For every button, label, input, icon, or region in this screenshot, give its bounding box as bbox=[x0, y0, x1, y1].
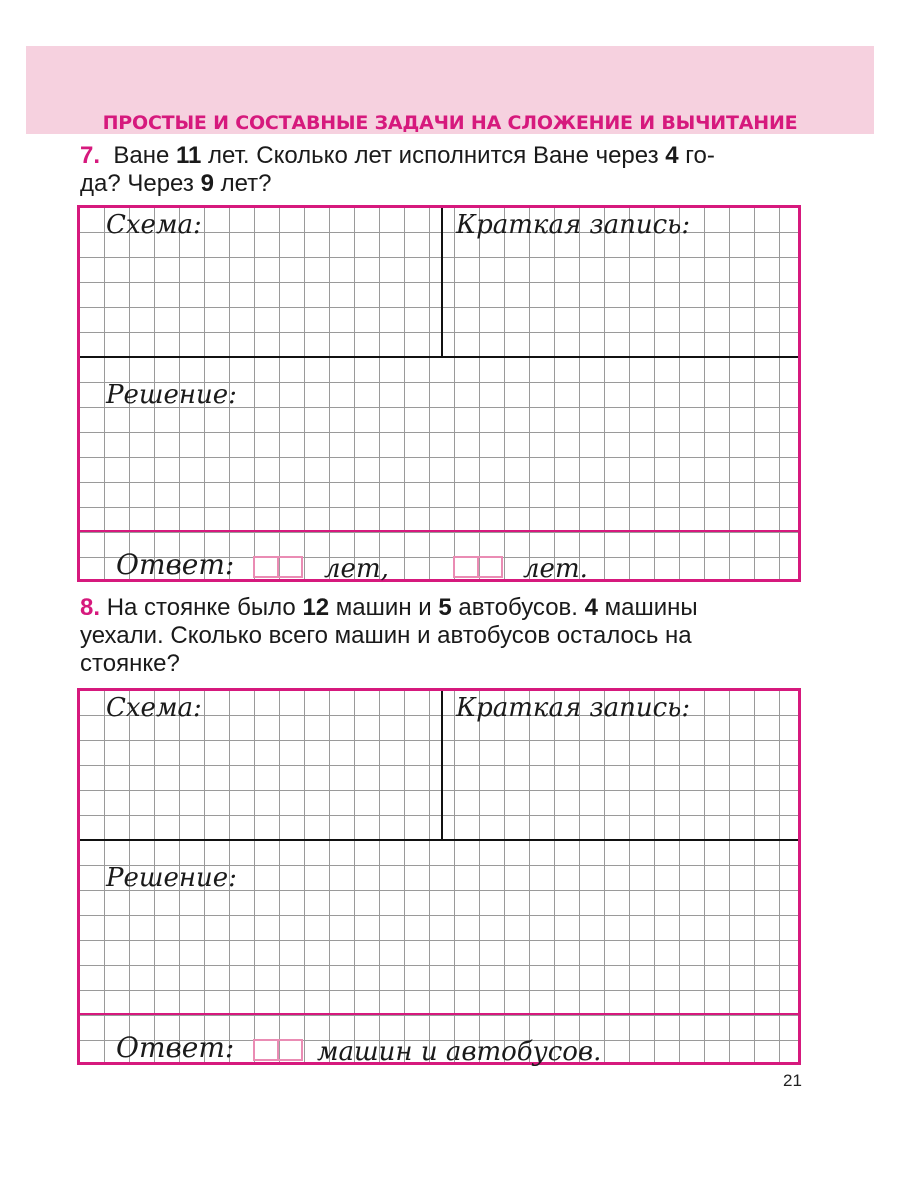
task-7-years-a: 4 bbox=[665, 142, 679, 169]
scheme-label: Схема: bbox=[106, 693, 202, 723]
task-7-years-b: 9 bbox=[200, 170, 214, 197]
answer-unit-1: лет, bbox=[324, 554, 389, 584]
answer-unit-2: лет. bbox=[523, 554, 588, 584]
short-note-label: Краткая запись: bbox=[456, 693, 691, 723]
task-8-text-part: машины bbox=[598, 594, 698, 621]
task-7-text-part: лет? bbox=[213, 170, 272, 197]
task-8-grid[interactable] bbox=[77, 688, 801, 1065]
task-7-text-part: Ване bbox=[113, 142, 176, 169]
scheme-solution-divider bbox=[80, 356, 798, 358]
task-7-number: 7. bbox=[80, 142, 101, 169]
task-8-left: 4 bbox=[584, 594, 598, 621]
task-8-text-part: На стоянке было bbox=[106, 594, 303, 621]
task-7-grid[interactable] bbox=[77, 205, 801, 582]
task-7-line-2 bbox=[80, 170, 805, 198]
answer-label: Ответ: bbox=[116, 1031, 235, 1064]
task-8-cars: 12 bbox=[302, 594, 330, 621]
scheme-divider bbox=[441, 208, 443, 356]
answer-divider bbox=[80, 1013, 798, 1015]
header-banner bbox=[26, 46, 874, 134]
task-8-text bbox=[80, 594, 805, 678]
solution-label: Решение: bbox=[106, 380, 237, 410]
task-8-line-3: стоянке? bbox=[80, 650, 180, 677]
page-number: 21 bbox=[783, 1071, 802, 1090]
task-8-line-2: уехали. Сколько всего машин и автобусов осталось на bbox=[80, 622, 692, 649]
short-note-label: Краткая запись: bbox=[456, 210, 691, 240]
task-8-line-1 bbox=[80, 594, 805, 622]
scheme-label: Схема: bbox=[106, 210, 202, 240]
task-7-text-part: да? Через bbox=[80, 170, 201, 197]
page-title: ПРОСТЫЕ И СОСТАВНЫЕ ЗАДАЧИ НА СЛОЖЕНИЕ И ВЫЧИТАНИЕ bbox=[102, 112, 798, 134]
task-7-age: 11 bbox=[175, 142, 202, 169]
solution-label: Решение: bbox=[106, 863, 237, 893]
task-8-text-part: машин и bbox=[329, 594, 439, 621]
task-7-text bbox=[80, 142, 805, 198]
scheme-solution-divider bbox=[80, 839, 798, 841]
answer-input[interactable] bbox=[253, 1039, 303, 1061]
task-8-text-part: автобусов. bbox=[451, 594, 585, 621]
answer-input-1[interactable] bbox=[253, 556, 303, 578]
task-7-text-part: го- bbox=[678, 142, 715, 169]
task-8-buses: 5 bbox=[438, 594, 452, 621]
task-7-line-1 bbox=[80, 142, 805, 170]
answer-input-2[interactable] bbox=[453, 556, 503, 578]
answer-divider bbox=[80, 530, 798, 532]
task-7-text-part: лет. Сколько лет исполнится Ване через bbox=[201, 142, 666, 169]
answer-label: Ответ: bbox=[116, 548, 235, 581]
scheme-divider bbox=[441, 691, 443, 839]
answer-unit: машин и автобусов. bbox=[317, 1037, 602, 1067]
task-8-number: 8. bbox=[80, 594, 101, 621]
